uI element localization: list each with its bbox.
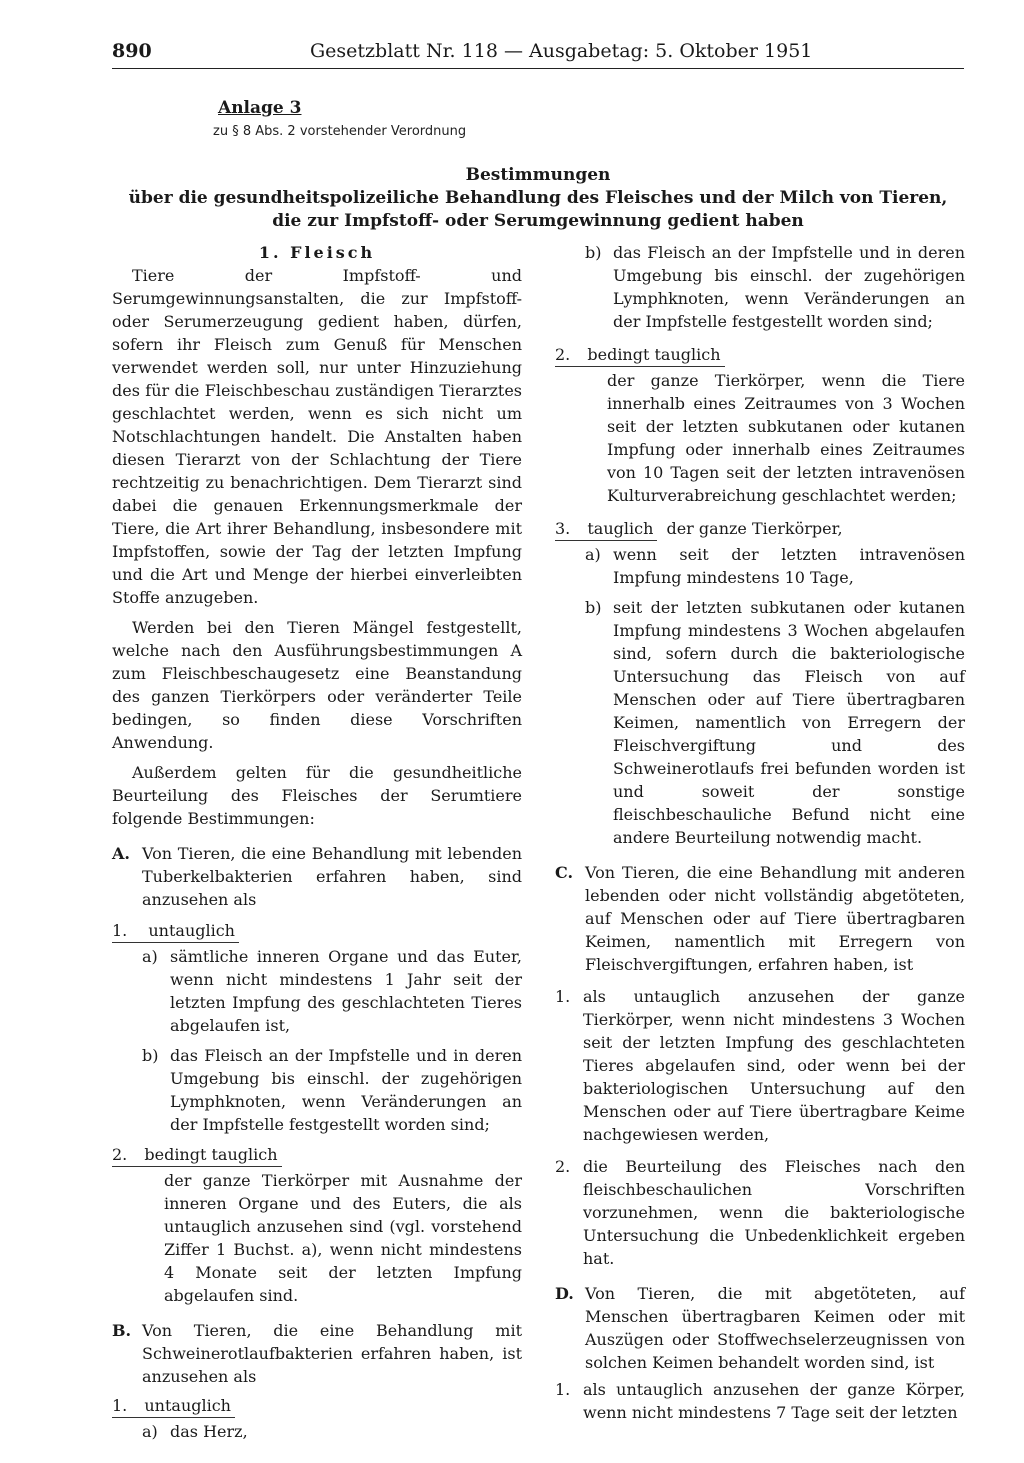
provision-d-text: Von Tieren, die mit abgetöteten, auf Menschen übertragbaren Keimen oder mit Auszügen oder Stoffwechselerzeugnissen von solchen Keimen behandelt worden sind, ist	[585, 1284, 965, 1372]
provision-a-label: A.	[112, 844, 130, 863]
provision-b-label: B.	[112, 1321, 132, 1340]
provision-c-label: C.	[555, 863, 574, 882]
a1b-label: b)	[142, 1046, 159, 1065]
c2-text: die Beurteilung des Fleisches nach den fleischbeschaulichen Vorschriften vorzunehmen, wenn die bakteriologische Untersuchung die Unbedenklichkeit ergeben hat.	[583, 1157, 965, 1268]
b3-number: 3.	[555, 519, 571, 538]
b3-heading-tail: der ganze Tierkörper,	[666, 519, 843, 538]
d1-number: 1.	[555, 1380, 571, 1399]
document-title: Bestimmungen	[465, 165, 611, 185]
a1b-text: das Fleisch an der Impfstelle und in deren Umgebung bis einschl. der zugehörigen Lymphknoten, wenn Veränderungen an der Impfstelle festgestellt worden sind;	[170, 1046, 522, 1134]
page-header	[112, 38, 964, 69]
b3a-item	[555, 543, 965, 589]
a1-number: 1.	[112, 921, 128, 940]
anlage-label: Anlage 3	[218, 98, 302, 118]
provision-c	[555, 861, 965, 976]
right-column	[555, 241, 965, 1424]
provision-d	[555, 1282, 965, 1374]
b1b-item	[555, 241, 965, 333]
document-subtitle-line2: die zur Impfstoff- oder Serumgewinnung gedient haben	[272, 211, 804, 231]
b3b-item	[555, 596, 965, 849]
provision-b	[112, 1319, 522, 1388]
a1a-label: a)	[142, 947, 158, 966]
b1-number: 1.	[112, 1396, 128, 1415]
a1-heading-text: untauglich	[148, 921, 235, 940]
b3b-label: b)	[585, 598, 602, 617]
provision-b-text: Von Tieren, die eine Behandlung mit Schweinerotlaufbakterien erfahren haben, ist anzusehen als	[142, 1321, 522, 1386]
provision-d-label: D.	[555, 1284, 574, 1303]
b1a-label: a)	[142, 1422, 158, 1441]
provision-a	[112, 842, 522, 911]
d1-item	[555, 1378, 965, 1424]
provision-c-text: Von Tieren, die eine Behandlung mit anderen lebenden oder nicht vollständig abgetöteten, auf Menschen oder auf Tiere übertragbaren Keimen, namentlich mit Erregern von Fleischvergiftungen, erfahren haben, ist	[585, 863, 965, 974]
b1-heading	[112, 1394, 522, 1418]
b1b-text: das Fleisch an der Impfstelle und in deren Umgebung bis einschl. der zugehörigen Lymphknoten, wenn Veränderungen an der Impfstelle festgestellt worden sind;	[613, 243, 965, 331]
a1b-item	[112, 1044, 522, 1136]
b1-heading-text: untauglich	[144, 1396, 231, 1415]
a1a-item	[112, 945, 522, 1037]
c1-number: 1.	[555, 987, 571, 1006]
a2-number: 2.	[112, 1145, 128, 1164]
paragraph-3: Außerdem gelten für die gesundheitliche Beurteilung des Fleisches der Serumtiere folgende Bestimmungen:	[112, 763, 522, 828]
c1-item	[555, 985, 965, 1146]
b3-heading-text: tauglich	[587, 519, 654, 538]
b3-heading	[555, 517, 965, 541]
a2-heading	[112, 1143, 522, 1167]
section-heading-fleisch: 1. Fleisch	[258, 243, 376, 262]
b2-heading-text: bedingt tauglich	[587, 345, 721, 364]
paragraph-2: Werden bei den Tieren Mängel festgestellt, welche nach den Ausführungsbestimmungen A zum Fleischbeschaugesetz eine Beanstandung des ganzen Tierkörpers oder veränderter Teile bedingen, so finden diese Vorschriften Anwendung.	[112, 618, 522, 752]
b1b-label: b)	[585, 243, 602, 262]
a1-heading-line	[112, 919, 239, 943]
b2-number: 2.	[555, 345, 571, 364]
header-title: Gesetzblatt Nr. 118 — Ausgabetag: 5. Oktober 1951	[310, 40, 813, 62]
b3-heading-line	[555, 517, 657, 541]
b1a-text: das Herz,	[170, 1422, 248, 1441]
b3b-text: seit der letzten subkutanen oder kutanen Impfung mindestens 3 Wochen abgelaufen sind, sofern durch die bakteriologische Untersuchung das Fleisch von auf Menschen oder auf Tiere übertragbaren Keimen, namentlich von Erregern der Fleischvergiftung und des Schweinerotlaufs frei befunden worden ist und soweit der sonstige fleischbeschauliche Befund nicht eine andere Beurteilung notwendig macht.	[613, 598, 965, 847]
b2-heading	[555, 343, 965, 367]
left-column	[112, 241, 522, 1443]
b3a-label: a)	[585, 545, 601, 564]
d1-text: als untauglich anzusehen der ganze Körper, wenn nicht mindestens 7 Tage seit der letzten	[583, 1380, 965, 1422]
paragraph-1: Tiere der Impfstoff- und Serumgewinnungsanstalten, die zur Impfstoff- oder Serumerzeugung gedient haben, dürfen, sofern ihr Fleisch zum Genuß für Menschen verwendet werden soll, nur unter Hinzuziehung des für die Fleischbeschau zuständigen Tierarztes geschlachtet werden, wenn es sich nicht um Notschlachtungen handelt. Die Anstalten haben diesen Tierarzt von der Schlachtung der Tiere rechtzeitig zu benachrichtigen. Dem Tierarzt sind dabei die genauen Erkennungsmerkmale der Tiere, die Art ihrer Behandlung, insbesondere mit Impfstoffen, sowie der Tag der letzten Impfung und die Art und Menge der hierbei einverleibten Stoffe anzugeben.	[112, 266, 522, 607]
a2-text: der ganze Tierkörper mit Ausnahme der inneren Organe und des Euters, die als untauglich anzusehen sind (vgl. vorstehend Ziffer 1 Buchst. a), wenn nicht mindestens 4 Monate seit der letzten Impfung abgelaufen sind.	[164, 1171, 522, 1305]
b1-heading-line	[112, 1394, 235, 1418]
a2-heading-line	[112, 1143, 282, 1167]
c2-item	[555, 1155, 965, 1270]
page-number: 890	[112, 40, 152, 62]
provision-a-text: Von Tieren, die eine Behandlung mit lebenden Tuberkelbakterien erfahren haben, sind anzusehen als	[142, 844, 522, 909]
document-subtitle-line1: über die gesundheitspolizeiliche Behandlung des Fleisches und der Milch von Tieren,	[128, 188, 948, 208]
a1a-text: sämtliche inneren Organe und das Euter, wenn nicht mindestens 1 Jahr seit der letzten Impfung des geschlachteten Tieres abgelaufen ist,	[170, 947, 522, 1035]
c2-number: 2.	[555, 1157, 571, 1176]
a2-heading-text: bedingt tauglich	[144, 1145, 278, 1164]
b2-text: der ganze Tierkörper, wenn die Tiere innerhalb eines Zeitraumes von 3 Wochen seit der letzten subkutanen oder kutanen Impfung oder innerhalb eines Zeitraumes von 10 Tagen seit der letzten intravenösen Kulturverabreichung geschlachtet werden;	[607, 371, 965, 505]
a1-heading	[112, 919, 522, 943]
b2-heading-line	[555, 343, 725, 367]
b1a-item	[112, 1420, 522, 1443]
anlage-reference: zu § 8 Abs. 2 vorstehender Verordnung	[213, 124, 467, 139]
c1-text: als untauglich anzusehen der ganze Tierkörper, wenn nicht mindestens 3 Wochen seit der letzten Impfung des geschlachteten Tieres abgelaufen sind, oder wenn bei der bakteriologischen Untersuchung auf den Menschen oder auf Tiere übertragbare Keime nachgewiesen werden,	[583, 987, 965, 1144]
b3a-text: wenn seit der letzten intravenösen Impfung mindestens 10 Tage,	[613, 545, 965, 587]
